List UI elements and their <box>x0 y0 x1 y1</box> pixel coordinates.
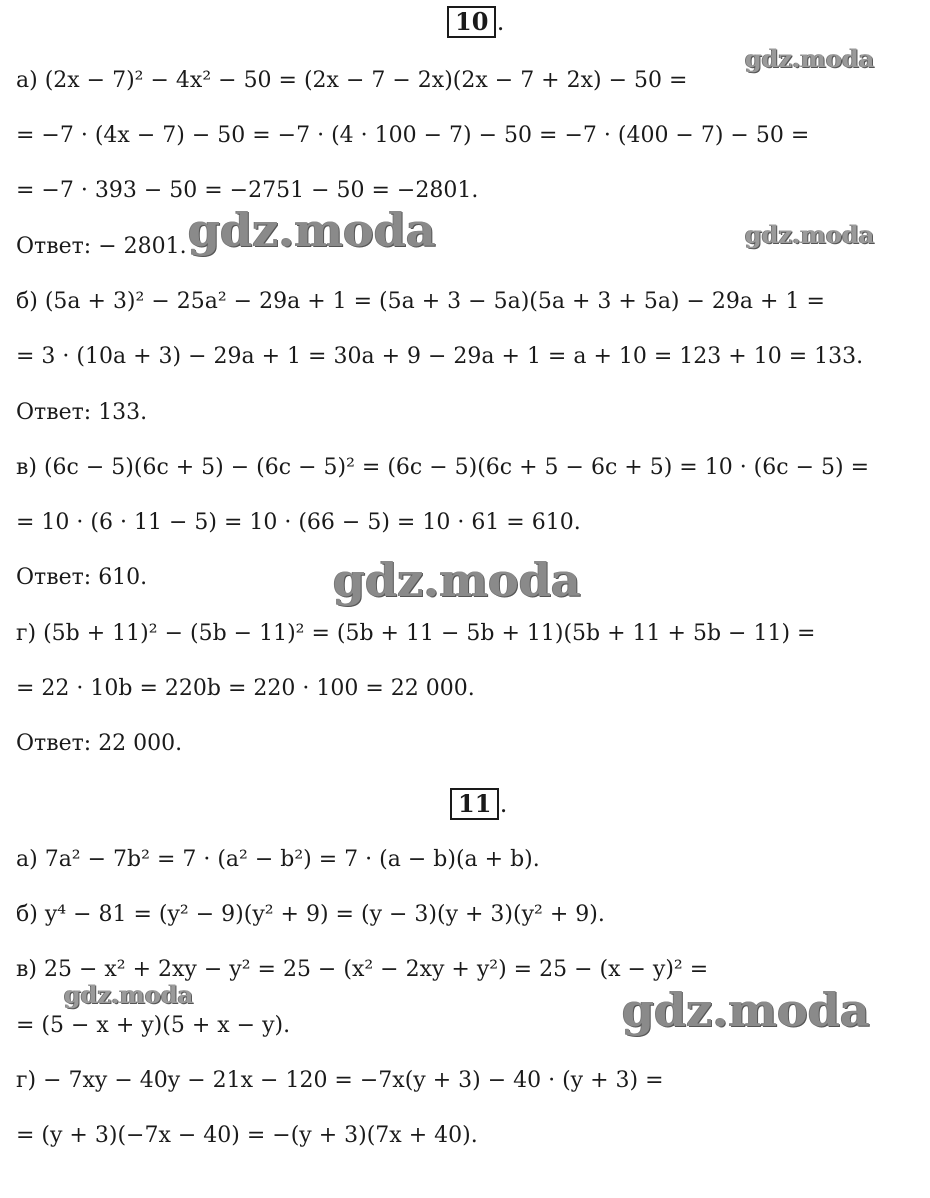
p10-a-line1: а) (2x − 7)² − 4x² − 50 = (2x − 7 − 2x)(2x − 7 + 2x) − 50 = <box>16 68 688 93</box>
problem-number-10 <box>447 6 505 38</box>
p10-b-answer: Ответ: 133. <box>16 400 148 425</box>
p10-d-line1: г) (5b + 11)² − (5b − 11)² = (5b + 11 − 5b + 11)(5b + 11 + 5b − 11) = <box>16 621 816 646</box>
p10-a-line2: = −7 · (4x − 7) − 50 = −7 · (4 · 100 − 7) − 50 = −7 · (400 − 7) − 50 = <box>16 123 810 148</box>
p10-b-line1: б) (5a + 3)² − 25a² − 29a + 1 = (5a + 3 − 5a)(5a + 3 + 5a) − 29a + 1 = <box>16 289 825 314</box>
p10-d-answer: Ответ: 22 000. <box>16 731 183 756</box>
p10-c-line1: в) (6c − 5)(6c + 5) − (6c − 5)² = (6c − 5)(6c + 5 − 6c + 5) = 10 · (6c − 5) = <box>16 455 870 480</box>
watermark-logo: gdz.moda <box>745 220 875 249</box>
p11-a-line1: а) 7a² − 7b² = 7 · (a² − b²) = 7 · (a − b)(a + b). <box>16 847 540 872</box>
problem-number-text: 10 <box>455 7 489 36</box>
watermark-logo: gdz.moda <box>64 980 194 1009</box>
watermark-logo: gdz.moda <box>745 44 875 73</box>
p10-b-line2: = 3 · (10a + 3) − 29a + 1 = 30a + 9 − 29a + 1 = a + 10 = 123 + 10 = 133. <box>16 344 864 369</box>
p11-d-line1: г) − 7xy − 40y − 21x − 120 = −7x(y + 3) − 40 · (y + 3) = <box>16 1068 664 1093</box>
problem-number-dot: . <box>499 790 508 818</box>
problem-number-dot: . <box>496 8 505 36</box>
p11-d-line2: = (y + 3)(−7x − 40) = −(y + 3)(7x + 40). <box>16 1123 478 1148</box>
p10-a-answer: Ответ: − 2801. <box>16 234 187 259</box>
p10-c-line2: = 10 · (6 · 11 − 5) = 10 · (66 − 5) = 10 · 61 = 610. <box>16 510 581 535</box>
p10-a-line3: = −7 · 393 − 50 = −2751 − 50 = −2801. <box>16 178 479 203</box>
watermark-logo: gdz.moda <box>333 553 581 607</box>
p10-c-answer: Ответ: 610. <box>16 565 148 590</box>
p11-c-line2: = (5 − x + y)(5 + x − y). <box>16 1013 291 1038</box>
problem-number-text: 11 <box>458 789 492 818</box>
watermark-logo: gdz.moda <box>188 203 436 257</box>
p11-c-line1: в) 25 − x² + 2xy − y² = 25 − (x² − 2xy + y²) = 25 − (x − y)² = <box>16 957 709 982</box>
p10-d-line2: = 22 · 10b = 220b = 220 · 100 = 22 000. <box>16 676 475 701</box>
watermark-logo: gdz.moda <box>622 983 870 1037</box>
p11-b-line1: б) y⁴ − 81 = (y² − 9)(y² + 9) = (y − 3)(y + 3)(y² + 9). <box>16 902 605 927</box>
problem-number-11 <box>450 788 508 820</box>
